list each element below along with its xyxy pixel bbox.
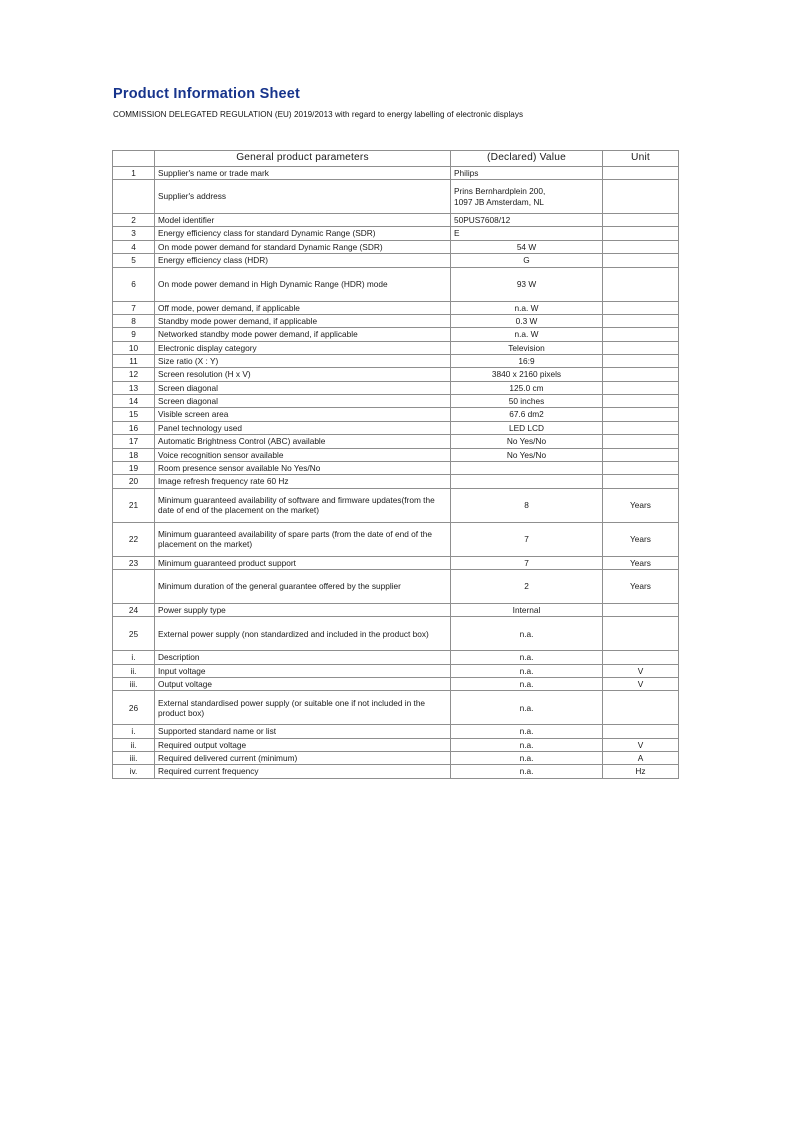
row-parameter: On mode power demand in High Dynamic Range (HDR) mode: [155, 267, 451, 301]
row-parameter: Screen diagonal: [155, 381, 451, 394]
row-index: 19: [113, 461, 155, 474]
row-unit: [603, 651, 679, 664]
table-row: [113, 651, 679, 664]
table-row: [113, 617, 679, 651]
row-unit: [603, 240, 679, 253]
table-row: [113, 569, 679, 603]
row-index: ii.: [113, 738, 155, 751]
row-index: i.: [113, 651, 155, 664]
column-header-value: (Declared) Value: [451, 151, 603, 167]
row-unit: [603, 227, 679, 240]
row-parameter: Visible screen area: [155, 408, 451, 421]
row-value: 50 inches: [451, 395, 603, 408]
column-header-index: [113, 151, 155, 167]
row-unit: [603, 166, 679, 179]
row-unit: Years: [603, 522, 679, 556]
row-parameter: Image refresh frequency rate 60 Hz: [155, 475, 451, 488]
table-row: [113, 267, 679, 301]
row-value: E: [451, 227, 603, 240]
row-index: 6: [113, 267, 155, 301]
row-parameter: Off mode, power demand, if applicable: [155, 301, 451, 314]
row-index: 17: [113, 435, 155, 448]
row-index: 11: [113, 354, 155, 367]
table-row: [113, 227, 679, 240]
row-parameter: Input voltage: [155, 664, 451, 677]
table-row: [113, 254, 679, 267]
table-body: [113, 166, 679, 778]
row-value: n.a.: [451, 651, 603, 664]
row-unit: [603, 354, 679, 367]
table-row: [113, 664, 679, 677]
table-row: [113, 421, 679, 434]
row-unit: A: [603, 752, 679, 765]
row-unit: Years: [603, 556, 679, 569]
row-value: No Yes/No: [451, 448, 603, 461]
row-value: n.a. W: [451, 301, 603, 314]
table-row: [113, 180, 679, 214]
row-parameter: Networked standby mode power demand, if applicable: [155, 328, 451, 341]
row-parameter: Model identifier: [155, 214, 451, 227]
row-value: 0.3 W: [451, 314, 603, 327]
row-value: n.a.: [451, 664, 603, 677]
table-row: [113, 678, 679, 691]
row-parameter: Standby mode power demand, if applicable: [155, 314, 451, 327]
row-parameter: Required output voltage: [155, 738, 451, 751]
table-row: [113, 738, 679, 751]
row-unit: [603, 725, 679, 738]
row-index: 16: [113, 421, 155, 434]
row-value: n.a.: [451, 678, 603, 691]
table-row: [113, 752, 679, 765]
table-row: [113, 475, 679, 488]
row-unit: [603, 475, 679, 488]
row-index: iv.: [113, 765, 155, 778]
table-row: [113, 488, 679, 522]
row-parameter: Screen resolution (H x V): [155, 368, 451, 381]
row-parameter: External power supply (non standardized and included in the product box): [155, 617, 451, 651]
row-index: 10: [113, 341, 155, 354]
row-value: 3840 x 2160 pixels: [451, 368, 603, 381]
row-unit: V: [603, 738, 679, 751]
row-value: n.a.: [451, 617, 603, 651]
row-value: 50PUS7608/12: [451, 214, 603, 227]
row-unit: [603, 603, 679, 616]
row-index: ii.: [113, 664, 155, 677]
row-value: 125.0 cm: [451, 381, 603, 394]
row-parameter: Size ratio (X : Y): [155, 354, 451, 367]
row-unit: [603, 435, 679, 448]
row-index: 22: [113, 522, 155, 556]
row-value: No Yes/No: [451, 435, 603, 448]
row-index: 7: [113, 301, 155, 314]
row-parameter: Screen diagonal: [155, 395, 451, 408]
row-value: 8: [451, 488, 603, 522]
table-row: [113, 556, 679, 569]
regulation-subtitle: COMMISSION DELEGATED REGULATION (EU) 2019/2013 with regard to energy labelling of electronic displays: [113, 110, 524, 119]
row-parameter: Minimum duration of the general guarantee offered by the supplier: [155, 569, 451, 603]
row-value: 67.6 dm2: [451, 408, 603, 421]
table-row: [113, 448, 679, 461]
table-row: [113, 691, 679, 725]
table-row: [113, 314, 679, 327]
row-value: Television: [451, 341, 603, 354]
table-row: [113, 341, 679, 354]
row-index: 20: [113, 475, 155, 488]
table-row: [113, 522, 679, 556]
row-index: 13: [113, 381, 155, 394]
row-index: 24: [113, 603, 155, 616]
row-parameter: Minimum guaranteed availability of spare parts (from the date of end of the placement on the market): [155, 522, 451, 556]
table-row: [113, 381, 679, 394]
row-parameter: Supplier's address: [155, 180, 451, 214]
row-index: iii.: [113, 752, 155, 765]
row-unit: Years: [603, 488, 679, 522]
row-unit: [603, 691, 679, 725]
row-value: 7: [451, 522, 603, 556]
row-unit: [603, 341, 679, 354]
row-parameter: Panel technology used: [155, 421, 451, 434]
row-parameter: Minimum guaranteed product support: [155, 556, 451, 569]
row-unit: [603, 328, 679, 341]
row-index: 4: [113, 240, 155, 253]
table-row: [113, 214, 679, 227]
table-row: [113, 301, 679, 314]
row-value: Philips: [451, 166, 603, 179]
row-unit: [603, 314, 679, 327]
row-index: 12: [113, 368, 155, 381]
row-index: iii.: [113, 678, 155, 691]
table-row: [113, 408, 679, 421]
row-index: 1: [113, 166, 155, 179]
row-parameter: Room presence sensor available No Yes/No: [155, 461, 451, 474]
row-value: 54 W: [451, 240, 603, 253]
row-value: n.a.: [451, 725, 603, 738]
table-row: [113, 603, 679, 616]
row-unit: [603, 214, 679, 227]
row-value: 2: [451, 569, 603, 603]
row-unit: Years: [603, 569, 679, 603]
row-index: 25: [113, 617, 155, 651]
row-unit: [603, 395, 679, 408]
table-row: [113, 328, 679, 341]
row-unit: [603, 254, 679, 267]
row-index: 15: [113, 408, 155, 421]
table-row: [113, 461, 679, 474]
table-header: [113, 151, 679, 167]
row-unit: [603, 267, 679, 301]
row-parameter: Automatic Brightness Control (ABC) available: [155, 435, 451, 448]
row-unit: [603, 180, 679, 214]
row-index: 9: [113, 328, 155, 341]
row-unit: [603, 617, 679, 651]
row-value: 93 W: [451, 267, 603, 301]
row-index: 2: [113, 214, 155, 227]
row-value: n.a.: [451, 752, 603, 765]
table-row: [113, 395, 679, 408]
row-index: 23: [113, 556, 155, 569]
column-header-parameter: General product parameters: [155, 151, 451, 167]
row-parameter: Energy efficiency class (HDR): [155, 254, 451, 267]
row-unit: [603, 448, 679, 461]
row-unit: [603, 461, 679, 474]
row-parameter: External standardised power supply (or suitable one if not included in the product box): [155, 691, 451, 725]
row-parameter: Required delivered current (minimum): [155, 752, 451, 765]
row-parameter: Description: [155, 651, 451, 664]
row-value: n.a.: [451, 765, 603, 778]
row-parameter: Energy efficiency class for standard Dynamic Range (SDR): [155, 227, 451, 240]
row-parameter: Supplier's name or trade mark: [155, 166, 451, 179]
table-row: [113, 765, 679, 778]
row-index: 18: [113, 448, 155, 461]
row-unit: [603, 368, 679, 381]
row-parameter: Required current frequency: [155, 765, 451, 778]
column-header-unit: Unit: [603, 151, 679, 167]
row-value: n.a.: [451, 738, 603, 751]
table-row: [113, 240, 679, 253]
row-parameter: On mode power demand for standard Dynamic Range (SDR): [155, 240, 451, 253]
row-index: [113, 180, 155, 214]
row-value: 16:9: [451, 354, 603, 367]
row-value: LED LCD: [451, 421, 603, 434]
row-parameter: Electronic display category: [155, 341, 451, 354]
row-index: 26: [113, 691, 155, 725]
row-parameter: Supported standard name or list: [155, 725, 451, 738]
table-row: [113, 725, 679, 738]
row-value: Internal: [451, 603, 603, 616]
row-index: 8: [113, 314, 155, 327]
row-index: [113, 569, 155, 603]
row-value: [451, 475, 603, 488]
row-parameter: Voice recognition sensor available: [155, 448, 451, 461]
row-value: 7: [451, 556, 603, 569]
table-row: [113, 435, 679, 448]
row-value: G: [451, 254, 603, 267]
row-value: [451, 461, 603, 474]
row-unit: V: [603, 664, 679, 677]
page-title: Product Information Sheet: [113, 86, 301, 102]
row-index: 3: [113, 227, 155, 240]
row-index: 14: [113, 395, 155, 408]
row-parameter: Output voltage: [155, 678, 451, 691]
row-unit: V: [603, 678, 679, 691]
product-parameters-table: [112, 150, 679, 779]
row-value: n.a. W: [451, 328, 603, 341]
table-row: [113, 368, 679, 381]
row-index: 21: [113, 488, 155, 522]
row-value: Prins Bernhardplein 200, 1097 JB Amsterdam, NL: [451, 180, 603, 214]
table-row: [113, 354, 679, 367]
row-parameter: Power supply type: [155, 603, 451, 616]
row-unit: [603, 421, 679, 434]
row-value: n.a.: [451, 691, 603, 725]
row-index: 5: [113, 254, 155, 267]
row-parameter: Minimum guaranteed availability of software and firmware updates(from the date of end of the placement on the market): [155, 488, 451, 522]
table-row: [113, 166, 679, 179]
row-unit: [603, 381, 679, 394]
row-unit: [603, 301, 679, 314]
row-index: i.: [113, 725, 155, 738]
row-unit: Hz: [603, 765, 679, 778]
row-unit: [603, 408, 679, 421]
